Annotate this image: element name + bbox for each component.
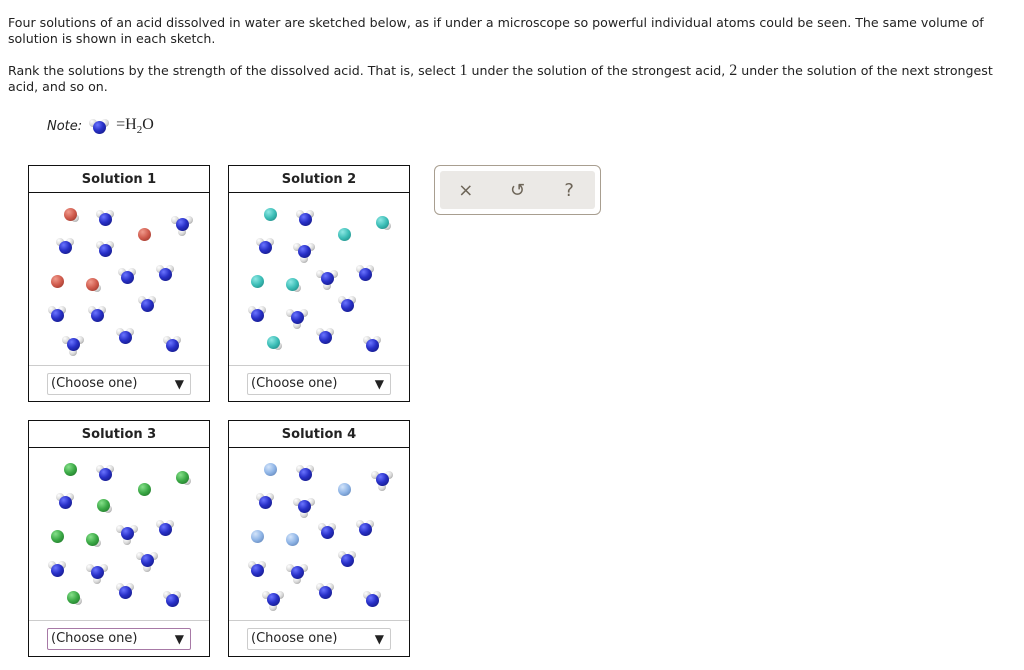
solution-3-panel <box>28 420 210 657</box>
solution-2-panel <box>228 165 410 402</box>
undo-icon[interactable]: ↺ <box>509 179 526 201</box>
solution-1-panel <box>28 165 210 402</box>
solution-3-sketch <box>29 448 209 621</box>
help-icon[interactable]: ? <box>564 179 574 201</box>
solution-title: Solution 1 <box>29 166 209 193</box>
solution-4-panel <box>228 420 410 657</box>
solution-4-rank-select[interactable]: (Choose one) ▼ <box>247 628 391 650</box>
solution-title: Solution 3 <box>29 421 209 448</box>
dropdown-arrow-icon: ▼ <box>374 632 384 646</box>
solution-2-sketch <box>229 193 409 366</box>
dropdown-arrow-icon: ▼ <box>174 632 184 646</box>
solution-4-sketch <box>229 448 409 621</box>
question-paragraph-2: Rank the solutions by the strength of the dissolved acid. That is, select 1 under the solution of the strongest acid, 2 under the solution of the next strongest acid, and so on. <box>8 62 993 94</box>
solution-2-rank-select[interactable]: (Choose one) ▼ <box>247 373 391 395</box>
rank-one: 1 <box>459 62 468 79</box>
question-paragraph-1: Four solutions of an acid dissolved in water are sketched below, as if under a microscope so powerful individual atoms could be seen. The same volume of solution is shown in each sketch. <box>8 15 984 46</box>
note-label: Note: <box>47 118 83 134</box>
water-molecule-icon <box>90 118 108 134</box>
solution-1-sketch <box>29 193 209 366</box>
dropdown-arrow-icon: ▼ <box>174 377 184 391</box>
dropdown-arrow-icon: ▼ <box>374 377 384 391</box>
solution-1-rank-select[interactable]: (Choose one) ▼ <box>47 373 191 395</box>
solution-3-rank-select[interactable]: (Choose one) ▼ <box>47 628 191 650</box>
solution-title: Solution 2 <box>229 166 409 193</box>
note-legend <box>47 116 154 136</box>
answer-toolbar <box>434 165 601 215</box>
clear-icon[interactable]: × <box>458 179 474 201</box>
rank-two: 2 <box>729 62 738 79</box>
solution-title: Solution 4 <box>229 421 409 448</box>
water-formula: $=H_2O$ <box>116 116 154 137</box>
